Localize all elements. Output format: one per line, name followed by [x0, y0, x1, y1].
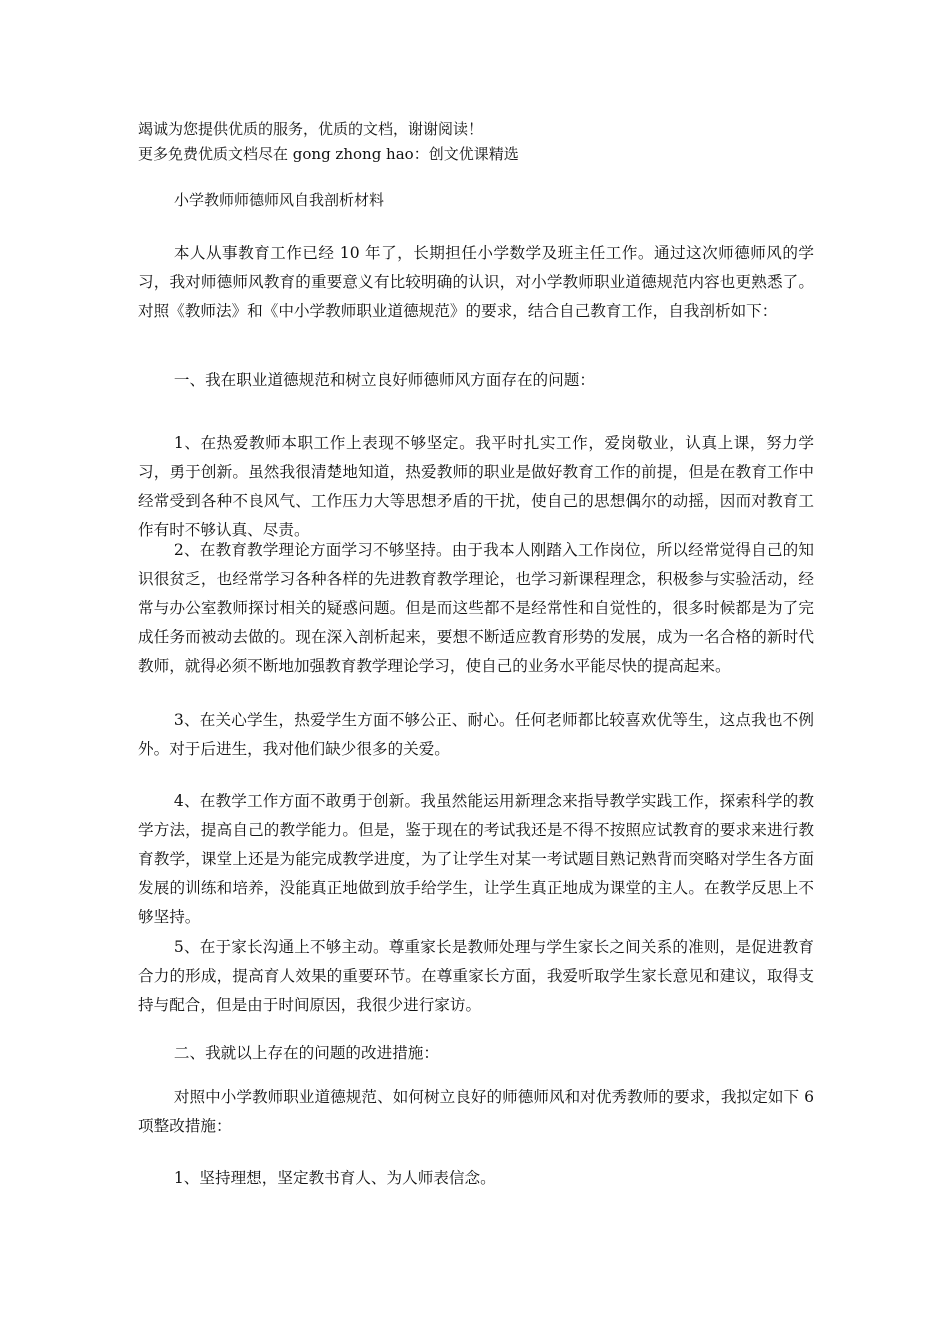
problem-item-2: 2、在教育教学理论方面学习不够坚持。由于我本人刚踏入工作岗位，所以经常觉得自己的知识很贫乏，也经常学习各种各样的先进教育教学理论，也学习新课程理念，积极参与实验活动，经常与办公室教师探讨相关的疑惑问题。但是而这些都不是经常性和自觉性的，很多时候都是为了完成任务而被动去做的。现在深入剖析起来，要想不断适应教育形势的发展，成为一名合格的新时代教师，就得必须不断地加强教育教学理论学习，使自己的业务水平能尽快的提高起来。 [138, 541, 814, 675]
section-heading-measures: 二、我就以上存在的问题的改进措施： [173, 1044, 439, 1062]
header-promo-line-2: 更多免费优质文档尽在 gong zhong hao：创文优课精选 [138, 145, 519, 163]
problem-item-5: 5、在于家长沟通上不够主动。尊重家长是教师处理与学生家长之间关系的准则，是促进教育合力的形成，提高育人效果的重要环节。在尊重家长方面，我爱听取学生家长意见和建议，取得支持与配合，但是由于时间原因，我很少进行家访。 [138, 938, 814, 1014]
header-promo-line-1: 竭诚为您提供优质的服务，优质的文档，谢谢阅读！ [138, 120, 484, 138]
problem-item-1: 1、在热爱教师本职工作上表现不够坚定。我平时扎实工作，爱岗敬业，认真上课，努力学习，勇于创新。虽然我很清楚地知道，热爱教师的职业是做好教育工作的前提，但是在教育工作中经常受到各种不良风气、工作压力大等思想矛盾的干扰，使自己的思想偶尔的动摇，因而对教育工作有时不够认真、尽责。 [138, 434, 814, 539]
problem-item-3: 3、在关心学生，热爱学生方面不够公正、耐心。任何老师都比较喜欢优等生，这点我也不例外。对于后进生，我对他们缺少很多的关爱。 [138, 711, 814, 758]
measures-intro-paragraph: 对照中小学教师职业道德规范、如何树立良好的师德师风和对优秀教师的要求，我拟定如下 6 项整改措施： [138, 1088, 814, 1135]
measure-item-1: 1、坚持理想，坚定教书育人、为人师表信念。 [173, 1169, 496, 1187]
intro-paragraph: 本人从事教育工作已经 10 年了，长期担任小学数学及班主任工作。通过这次师德师风的学习，我对师德师风教育的重要意义有比较明确的认识，对小学教师职业道德规范内容也更熟悉了。对照《教师法》和《中小学教师职业道德规范》的要求，结合自己教育工作，自我剖析如下： [138, 244, 814, 320]
problem-item-4: 4、在教学工作方面不敢勇于创新。我虽然能运用新理念来指导教学实践工作，探索科学的教学方法，提高自己的教学能力。但是，鉴于现在的考试我还是不得不按照应试教育的要求来进行教育教学，课堂上还是为能完成教学进度，为了让学生对某一考试题目熟记熟背而突略对学生各方面发展的训练和培养，没能真正地做到放手给学生，让学生真正地成为课堂的主人。在教学反思上不够坚持。 [138, 792, 814, 926]
document-title: 小学教师师德师风自我剖析材料 [174, 191, 385, 209]
section-heading-problems: 一、我在职业道德规范和树立良好师德师风方面存在的问题： [173, 371, 595, 389]
